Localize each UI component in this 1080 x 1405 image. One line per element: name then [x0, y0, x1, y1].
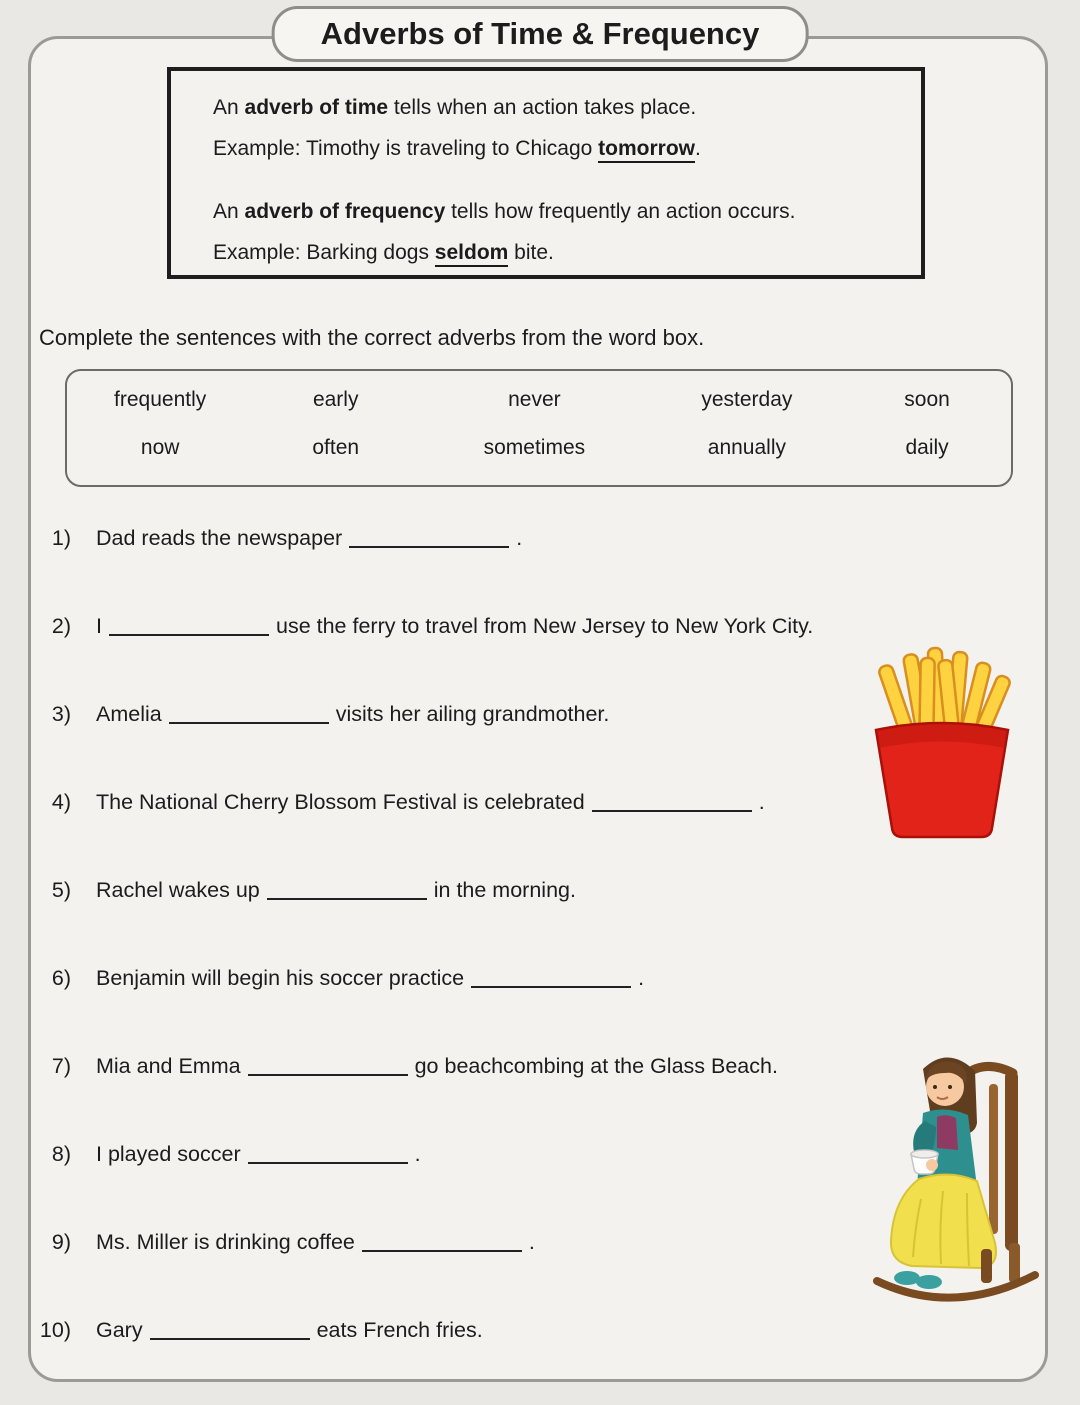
question-post-text: visits her ailing grandmother.: [335, 702, 610, 726]
definition-group-time: [213, 87, 903, 169]
question-post-text: .: [638, 966, 645, 990]
question-number: 4): [51, 790, 71, 814]
example-adverb: tomorrow: [598, 137, 695, 163]
definition-line: [213, 191, 903, 232]
question-text: [96, 877, 1039, 904]
question-post-text: use the ferry to travel from New Jersey to New York City.: [275, 614, 814, 638]
answer-blank: [592, 792, 752, 812]
question-number: 7): [51, 1054, 71, 1078]
answer-blank: [150, 1320, 310, 1340]
question-number: 5): [51, 878, 71, 902]
example-text: Example: Barking dogs: [213, 241, 435, 264]
worksheet-title: [272, 6, 809, 62]
definition-group-frequency: [213, 191, 903, 273]
question-number: 1): [51, 526, 71, 550]
question-text: [96, 525, 1039, 552]
question-number: 9): [51, 1230, 71, 1254]
word-box-word: sometimes: [483, 436, 586, 459]
question-text: [96, 1317, 1039, 1344]
example-adverb: seldom: [435, 241, 509, 267]
word-box-word: daily: [905, 436, 949, 459]
word-box-word: soon: [904, 388, 950, 411]
answer-blank: [109, 616, 269, 636]
answer-blank: [248, 1056, 408, 1076]
definition-text: tells how frequently an action occurs.: [445, 200, 796, 223]
definition-term: adverb of frequency: [244, 200, 446, 223]
question-pre-text: The National Cherry Blossom Festival is celebrated: [96, 790, 585, 814]
question-row: [31, 1317, 1039, 1344]
question-post-text: in the morning.: [433, 878, 576, 902]
worksheet-page: [28, 36, 1048, 1382]
question-text: [96, 613, 1039, 640]
question-pre-text: Amelia: [96, 702, 162, 726]
definition-term: adverb of time: [244, 96, 389, 119]
word-box-word: yesterday: [701, 388, 793, 411]
example-line: [213, 128, 903, 169]
question-post-text: .: [758, 790, 765, 814]
question-pre-text: Mia and Emma: [96, 1054, 241, 1078]
word-box-word: now: [140, 436, 180, 459]
word-box-row: [77, 436, 1001, 460]
word-box-row: [77, 388, 1001, 412]
answer-blank: [471, 968, 631, 988]
french-fries-icon: [858, 644, 1026, 844]
definition-box: [167, 67, 925, 279]
word-box-word: often: [312, 436, 360, 459]
word-box-word: early: [312, 388, 359, 411]
example-text: .: [695, 137, 701, 160]
question-number: 10): [39, 1318, 71, 1342]
definition-text: An: [213, 96, 245, 119]
question-row: [31, 613, 1039, 640]
definition-text: An: [213, 200, 245, 223]
worksheet-title-text: Adverbs of Time & Frequency: [320, 16, 760, 51]
answer-blank: [169, 704, 329, 724]
question-pre-text: Rachel wakes up: [96, 878, 260, 902]
question-pre-text: I played soccer: [96, 1142, 241, 1166]
question-number: 8): [51, 1142, 71, 1166]
question-post-text: eats French fries.: [316, 1318, 483, 1342]
word-box-word: never: [508, 388, 561, 411]
question-number: 2): [51, 614, 71, 638]
example-line: [213, 232, 903, 273]
question-post-text: .: [414, 1142, 421, 1166]
question-row: [31, 525, 1039, 552]
word-box: [65, 369, 1013, 487]
woman-rocking-chair-illustration: [863, 1029, 1043, 1314]
example-text: Example: Timothy is traveling to Chicago: [213, 137, 599, 160]
question-number: 6): [51, 966, 71, 990]
woman-drinking-coffee-icon: [863, 1029, 1043, 1309]
question-row: [31, 877, 1039, 904]
question-row: [31, 965, 1039, 992]
question-pre-text: Dad reads the newspaper: [96, 526, 343, 550]
answer-blank: [267, 880, 427, 900]
definition-line: [213, 87, 903, 128]
question-number: 3): [51, 702, 71, 726]
question-pre-text: I: [96, 614, 102, 638]
french-fries-illustration: [858, 644, 1026, 849]
answer-blank: [362, 1232, 522, 1252]
question-pre-text: Ms. Miller is drinking coffee: [96, 1230, 355, 1254]
question-post-text: .: [528, 1230, 535, 1254]
instruction-text: Complete the sentences with the correct adverbs from the word box.: [39, 325, 705, 350]
word-box-word: annually: [707, 436, 786, 459]
question-text: [96, 965, 1039, 992]
question-pre-text: Benjamin will begin his soccer practice: [96, 966, 465, 990]
question-post-text: .: [516, 526, 523, 550]
definition-text: tells when an action takes place.: [388, 96, 697, 119]
question-post-text: go beachcombing at the Glass Beach.: [414, 1054, 778, 1078]
question-pre-text: Gary: [96, 1318, 143, 1342]
answer-blank: [248, 1144, 408, 1164]
example-text: bite.: [508, 241, 554, 264]
answer-blank: [349, 528, 509, 548]
word-box-word: frequently: [114, 388, 207, 411]
